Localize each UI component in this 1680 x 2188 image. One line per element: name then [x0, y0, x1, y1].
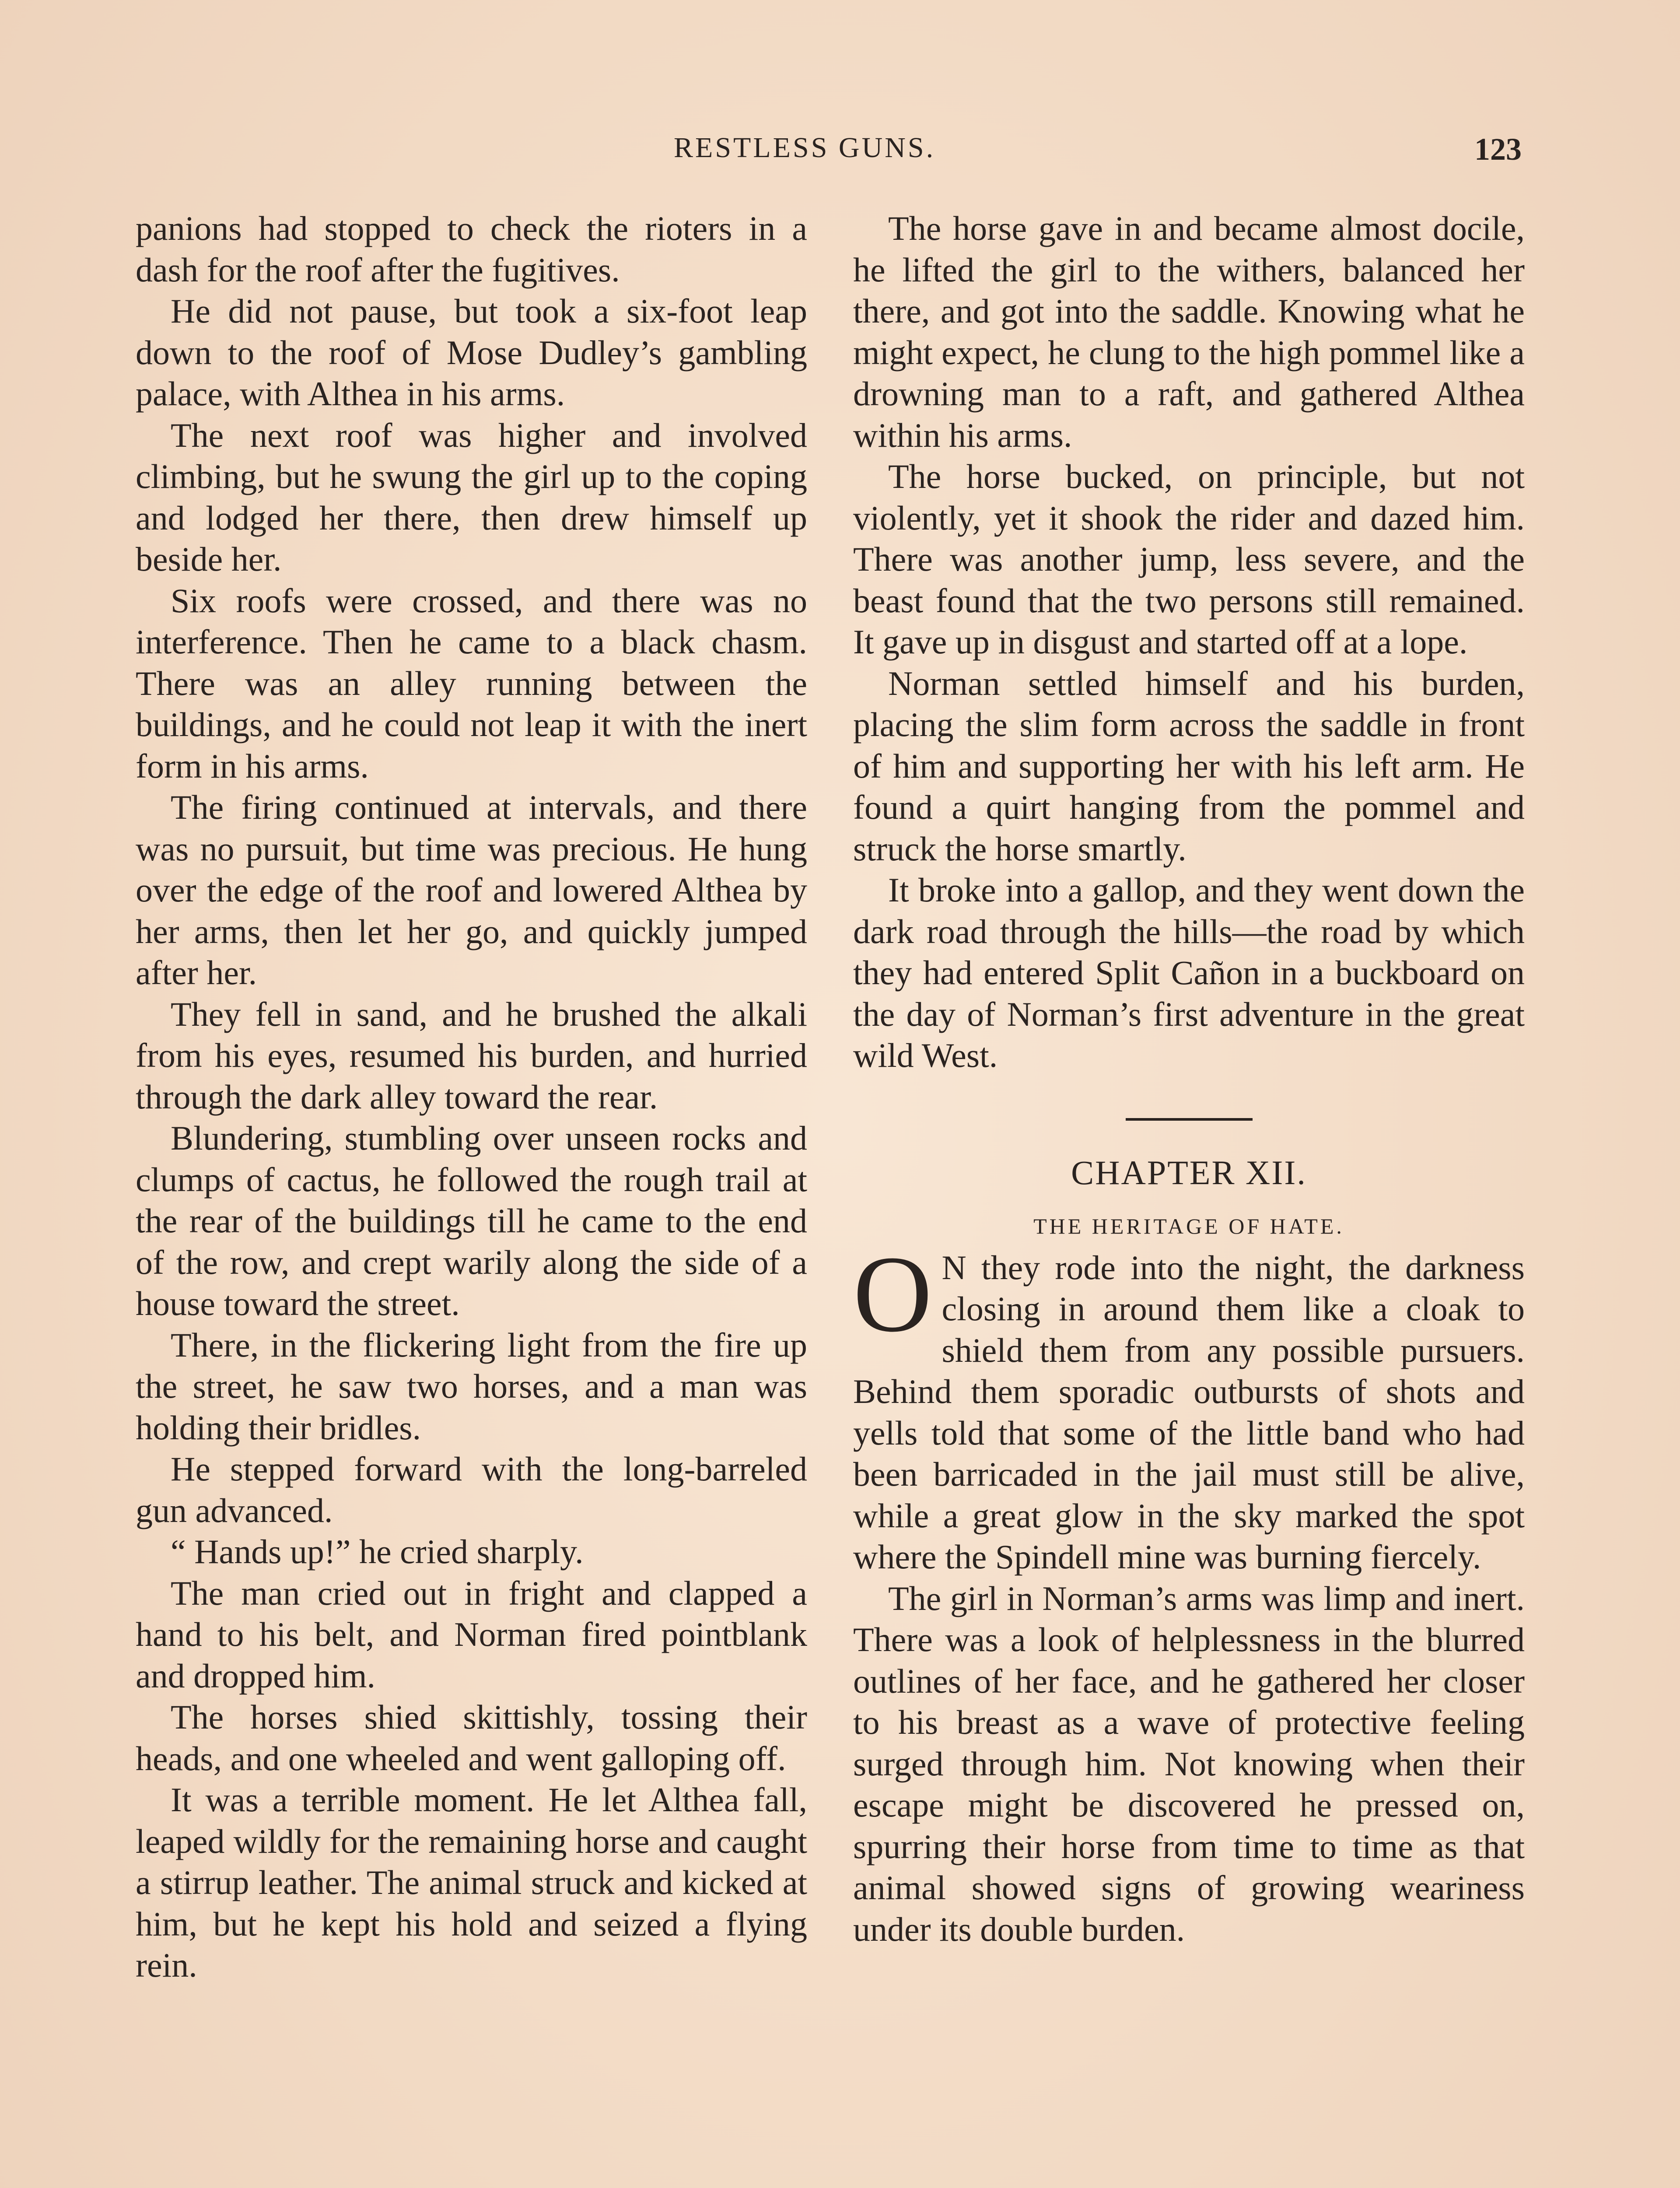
paragraph: There, in the flickering light from the fire up the street, he saw two horses, and a man was holding their bridles. [136, 1325, 807, 1447]
paragraph: The girl in Norman’s arms was limp and inert. There was a look of helplessness in the blurred outlines of her face, and he gathered her closer to his breast as a wave of protective feeling surged through him. Not knowing when their escape might be discovered he pressed on, spurring their horse from time to time as that animal showed signs of growing weariness under its double burden. [853, 1579, 1525, 1948]
paragraph: He stepped forward with the long-barreled gun advanced. [136, 1450, 807, 1529]
chapter-subtitle: THE HERITAGE OF HATE. [1033, 1214, 1344, 1238]
paragraph: The horses shied skittishly, tossing their heads, and one wheeled and went galloping off. [136, 1698, 807, 1778]
left-column [136, 208, 807, 1986]
paragraph: Six roofs were crossed, and there was no interference. Then he came to a black chasm. There was an alley running between the buildings, and he could not leap it with the inert form in his arms. [136, 581, 807, 785]
paragraph: The next roof was higher and involved climbing, but he swung the girl up to the coping and lodged her there, then drew himself up beside her. [136, 416, 807, 578]
paragraph: It broke into a gallop, and they went down the dark road through the hills—the road by which they had entered Split Cañon in a buckboard on the day of Norman’s first adventure in the great wild West. [853, 871, 1525, 1074]
paragraph: Norman settled himself and his burden, placing the slim form across the saddle in front of him and supporting her with his left arm. He found a quirt hanging from the pommel and struck the horse smartly. [853, 664, 1525, 868]
paragraph: They fell in sand, and he brushed the alkali from his eyes, resumed his burden, and hurried through the dark alley toward the rear. [136, 995, 807, 1116]
section-divider [1126, 1118, 1253, 1121]
paragraph: panions had stopped to check the rioters in a dash for the roof after the fugitives. [136, 209, 807, 289]
drop-cap: O [853, 1233, 932, 1355]
paragraph: The man cried out in fright and clapped a hand to his belt, and Norman fired pointblank and dropped him. [136, 1574, 807, 1695]
running-title: RESTLESS GUNS. [674, 132, 936, 164]
right-column [853, 208, 1525, 1950]
opening-text: N they rode into the night, the darkness closing in around them like a cloak to shield them from any possible pursuers. Behind them sporadic outbursts of shots and yells told that some of the little band who had been barricaded in the jail must still be alive, while a great glow in the sky marked the spot where the Spindell mine was burning fiercely. [853, 1248, 1525, 1576]
paragraph: Blundering, stumbling over unseen rocks and clumps of cactus, he followed the rough trail at the rear of the buildings till he came to the end of the row, and crept warily along the side of a house toward the street. [136, 1119, 807, 1322]
paragraph: The horse bucked, on principle, but not violently, yet it shook the rider and dazed him. There was another jump, less severe, and the beast found that the two persons still remained. It gave up in disgust and started off at a lope. [853, 457, 1525, 661]
chapter-title: CHAPTER XII. [1071, 1153, 1307, 1192]
paragraph: It was a terrible moment. He let Althea fall, leaped wildly for the remaining horse and caught a stirrup leather. The animal struck and kicked at him, but he kept his hold and seized a flying rein. [136, 1781, 807, 1984]
paragraph: The firing continued at intervals, and there was no pursuit, but time was precious. He hung over the edge of the roof and lowered Althea by her arms, then let her go, and quickly jumped after her. [136, 788, 807, 992]
paragraph: The horse gave in and became almost docile, he lifted the girl to the withers, balanced her there, and got into the saddle. Knowing what he might expect, he clung to the high pommel like a drowning man to a raft, and gathered Althea within his arms. [853, 209, 1525, 454]
chapter-opening-paragraph [853, 1233, 1525, 1578]
paragraph: “ Hands up!” he cried sharply. [171, 1532, 584, 1571]
paragraph: He did not pause, but took a six-foot leap down to the roof of Mose Dudley’s gambling palace, with Althea in his arms. [136, 292, 807, 413]
page-number: 123 [1474, 132, 1522, 167]
